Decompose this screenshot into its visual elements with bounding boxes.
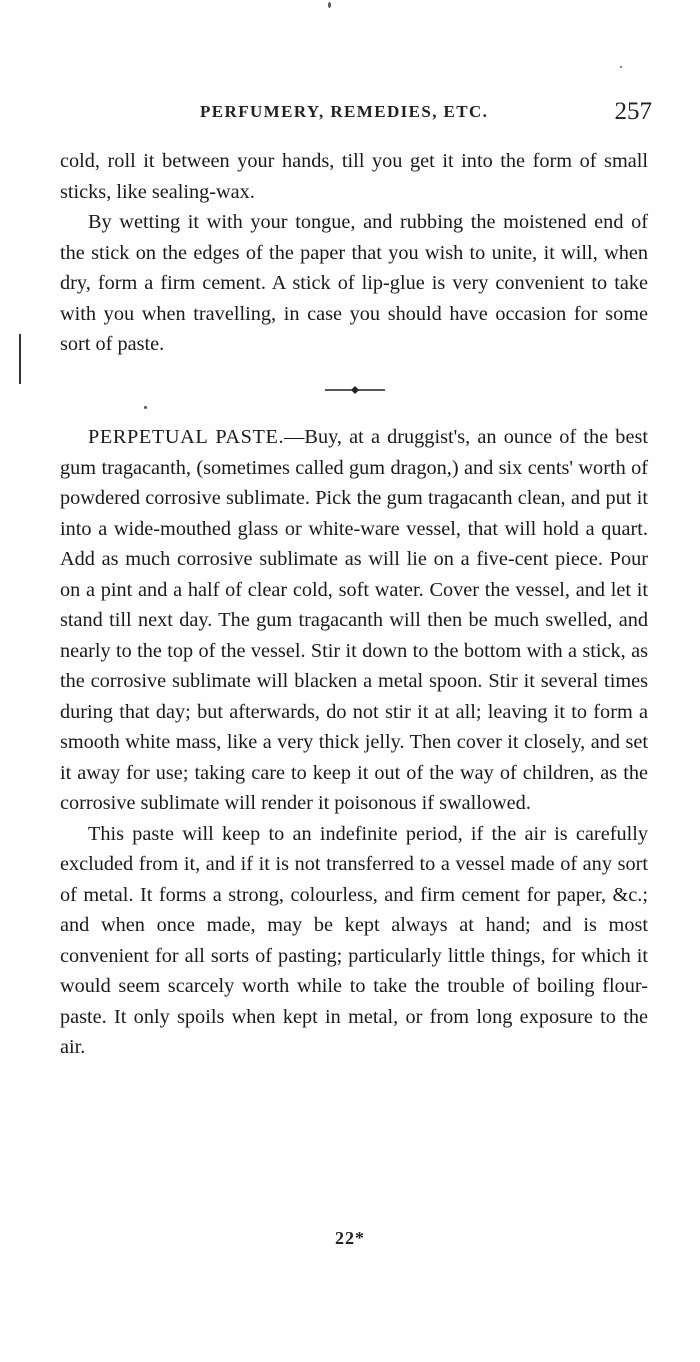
- closing-paragraph: This paste will keep to an indefinite period, if the air is carefully excluded from it, and if it is not transferred to a vessel made of any sort of metal. It forms a strong, colourless, and firm cement for paper, &c.; and when once made, may be kept always at hand; and is most convenient for all sorts of pasting; particularly little things, for which it would seem scarcely worth while to take the trouble of boiling flour-paste. It only spoils when kept in metal, or from long exposure to the air.: [60, 822, 648, 1058]
- running-head: PERFUMERY, REMEDIES, ETC.: [200, 102, 489, 121]
- section-body: —Buy, at a druggist's, an ounce of the best gum tragacanth, (sometimes called gum dragon,) and six cents' worth of powdered corrosive sublimate. Pick the gum tragacanth clean, and put it into a wide-mouthed glass or white-ware vessel, that will hold a quart. Add as much corrosive sublimate as will lie on a five-cent piece. Pour on a pint and a half of clear cold, soft water. Cover the vessel, and let it stand till next day. The gum tragacanth will then be much swelled, and nearly to the top of the vessel. Stir it down to the bottom with a stick, as the corrosive sublimate will blacken a metal spoon. Stir it several times during that day; but afterwards, do not stir it at all; leaving it to form a smooth white mass, like a very thick jelly. Then cover it closely, and set it away for use; taking care to keep it out of the way of children, as the corrosive sublimate will render it poisonous if swallowed.: [60, 426, 648, 814]
- signature-mark: 22*: [335, 1228, 365, 1248]
- section-divider: [323, 383, 387, 397]
- continued-text-block: [60, 146, 648, 360]
- ink-speck: [620, 66, 622, 68]
- paragraph-lip-glue: By wetting it with your tongue, and rubbing the moistened end of the stick on the edges of the paper that you wish to unite, it will, when dry, form a firm cement. A stick of lip-glue is very convenient to take with you when travelling, in case you should have occasion for some sort of paste.: [60, 211, 648, 355]
- ink-speck: [328, 2, 331, 8]
- ink-speck: [144, 406, 147, 409]
- perpetual-paste-section: [60, 422, 648, 1063]
- section-paragraph: [60, 422, 648, 819]
- margin-mark: [19, 334, 21, 384]
- page-header: [60, 98, 652, 132]
- page-number: 257: [614, 98, 652, 125]
- paragraph-continued: cold, roll it between your hands, till you get it into the form of small sticks, like sealing-wax.: [60, 150, 648, 203]
- section-title: PERPETUAL PASTE.: [88, 426, 285, 448]
